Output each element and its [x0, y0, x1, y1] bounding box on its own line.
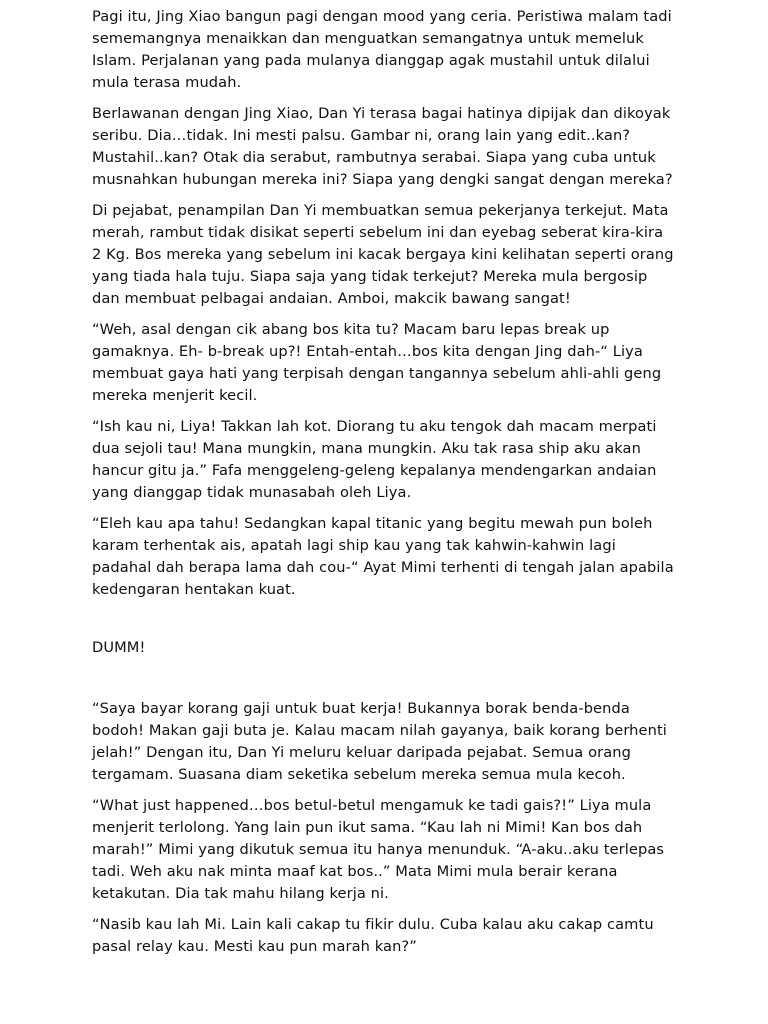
paragraph: Pagi itu, Jing Xiao bangun pagi dengan mood yang ceria. Peristiwa malam tadi sememangnya menaikkan dan menguatkan semangatnya untuk memeluk Islam. Perjalanan yang pada mulanya dianggap agak mustahil untuk dilalui mula terasa mudah. [92, 8, 672, 91]
paragraph: “Nasib kau lah Mi. Lain kali cakap tu fikir dulu. Cuba kalau aku cakap camtu pasal relay kau. Mesti kau pun marah kan?” [92, 916, 654, 955]
paragraph: “What just happened…bos betul-betul mengamuk ke tadi gais?!” Liya mula menjerit terlolong. Yang lain pun ikut sama. “Kau lah ni Mimi! Kan bos dah marah!” Mimi yang dikutuk semua itu hanya menunduk. “A-aku..aku terlepas tadi. Weh aku nak minta maaf kat bos..” Mata Mimi mula berair kerana ketakutan. Dia tak mahu hilang kerja ni. [92, 797, 665, 902]
paragraph: Berlawanan dengan Jing Xiao, Dan Yi terasa bagai hatinya dipijak dan dikoyak seribu. Dia…tidak. Ini mesti palsu. Gambar ni, orang lain yang edit..kan? Mustahil..kan? Otak dia serabut, rambutnya serabai. Siapa yang cuba untuk musnahkan hubungan mereka ini? Siapa yang dengki sangat dengan mereka? [92, 105, 673, 188]
paragraph: “Ish kau ni, Liya! Takkan lah kot. Diorang tu aku tengok dah macam merpati dua sejoli tau! Mana mungkin, mana mungkin. Aku tak rasa ship aku akan hancur gitu ja.” Fafa menggeleng-geleng kepalanya mendengarkan andaian yang dianggap tidak munasabah oleh Liya. [92, 418, 657, 501]
paragraph: “Weh, asal dengan cik abang bos kita tu? Macam baru lepas break up gamaknya. Eh- b-break up?! Entah-entah…bos kita dengan Jing dah-“ Liya membuat gaya hati yang terpisah dengan tangannya sebelum ahli-ahli geng mereka menjerit kecil. [92, 321, 662, 404]
paragraph: Di pejabat, penampilan Dan Yi membuatkan semua pekerjanya terkejut. Mata merah, rambut tidak disikat seperti sebelum ini dan eyebag seberat kira-kira 2 Kg. Bos mereka yang sebelum ini kacak bergaya kini kelihatan seperti orang yang tiada hala tuju. Siapa saja yang tidak terkejut? Mereka mula bergosip dan membuat pelbagai andaian. Amboi, makcik bawang sangat! [92, 202, 674, 307]
paragraph: “Eleh kau apa tahu! Sedangkan kapal titanic yang begitu mewah pun boleh karam terhentak ais, apatah lagi ship kau yang tak kahwin-kahwin lagi padahal dah berapa lama dah cou-“ Ayat Mimi terhenti di tengah jalan apabila kedengaran hentakan kuat. [92, 515, 674, 598]
sound-effect-line: DUMM! [92, 639, 146, 656]
paragraph: “Saya bayar korang gaji untuk buat kerja! Bukannya borak benda-benda bodoh! Makan gaji buta je. Kalau macam nilah gayanya, baik korang berhenti jelah!” Dengan itu, Dan Yi meluru keluar daripada pejabat. Semua orang tergamam. Suasana diam seketika sebelum mereka semua mula kecoh. [92, 700, 667, 783]
document-body [92, 6, 674, 967]
